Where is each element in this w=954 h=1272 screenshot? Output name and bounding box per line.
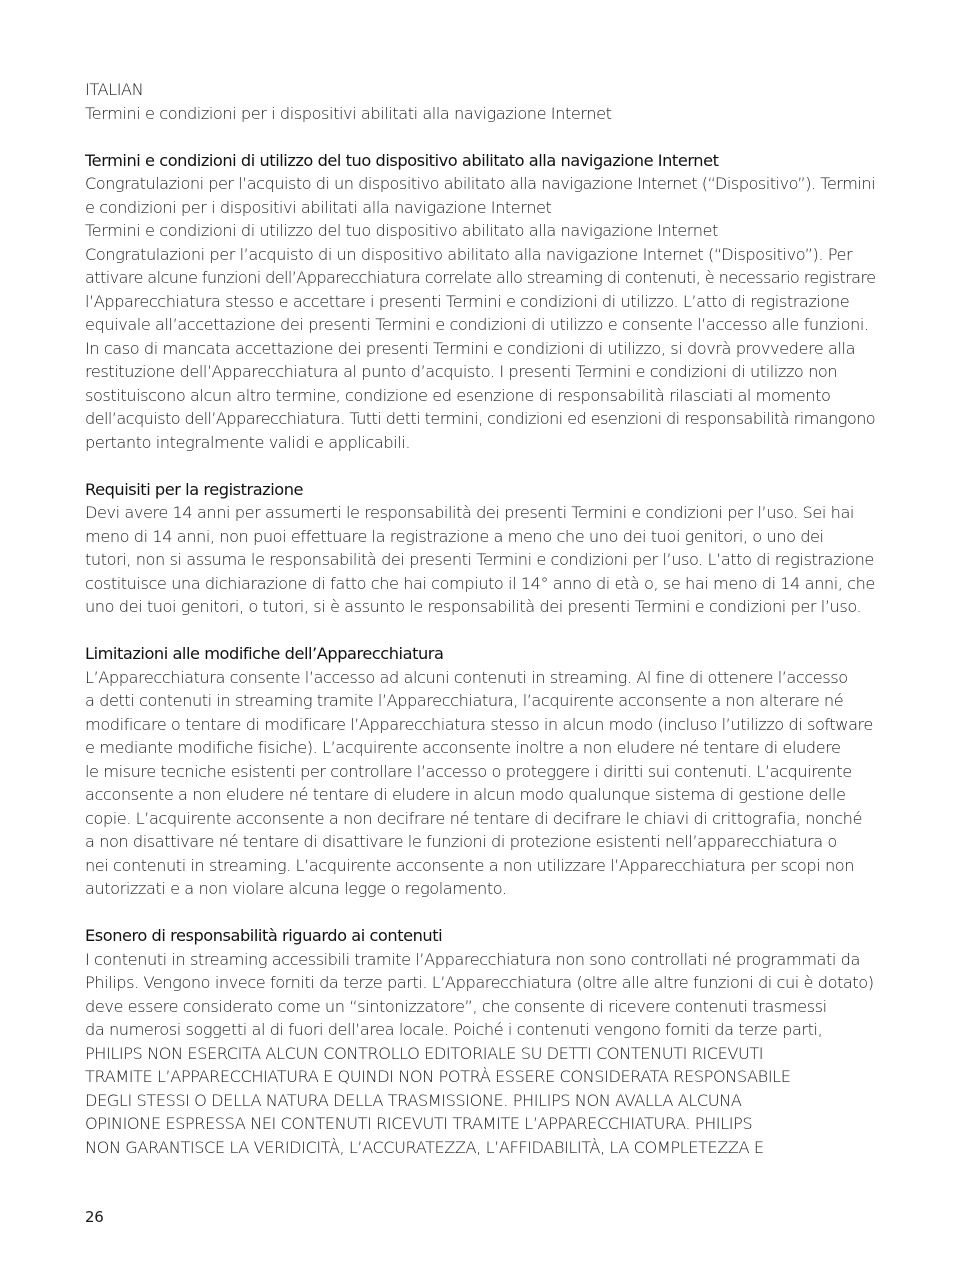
spacer	[85, 454, 875, 478]
paragraph-line: autorizzati e a non violare alcuna legge o regolamento.	[85, 879, 507, 898]
paragraph-line: attivare alcune funzioni dell’Apparecchiatura correlate allo streaming di contenuti, è necessario registrare	[85, 268, 876, 287]
paragraph-line: uno dei tuoi genitori, o tutori, si è assunto le responsabilità dei presenti Termini e condizioni per l’uso.	[85, 597, 862, 616]
paragraph-line: OPINIONE ESPRESSA NEI CONTENUTI RICEVUTI TRAMITE L’APPARECCHIATURA. PHILIPS	[85, 1114, 753, 1133]
paragraph-line: e condizioni per i dispositivi abilitati alla navigazione Internet	[85, 197, 552, 217]
paragraph-line: l’Apparecchiatura stesso e accettare i presenti Termini e condizioni di utilizzo. L’atto di registrazione	[85, 291, 850, 311]
paragraph-line: Congratulazioni per l’acquisto di un dispositivo abilitato alla navigazione Internet (“Dispositivo”). Termini	[85, 174, 876, 193]
section-terms	[85, 149, 875, 455]
paragraph-line: PHILIPS NON ESERCITA ALCUN CONTROLLO EDITORIALE SU DETTI CONTENUTI RICEVUTI	[85, 1043, 764, 1063]
paragraph-line: le misure tecniche esistenti per controllare l’accesso o proteggere i diritti sui contenuti. L’acquirente	[85, 761, 852, 781]
paragraph-line: tutori, non si assuma le responsabilità dei presenti Termini e condizioni per l’uso. L’atto di registrazione	[85, 550, 874, 569]
paragraph-line: I contenuti in streaming accessibili tramite l’Apparecchiatura non sono controllati né programmati da	[85, 949, 860, 969]
paragraph-line: NON GARANTISCE LA VERIDICITÀ, L’ACCURATEZZA, L’AFFIDABILITÀ, LA COMPLETEZZA E	[85, 1137, 764, 1157]
paragraph-line: a non disattivare né tentare di disattivare le funzioni di protezione esistenti nell’apparecchiatura o	[85, 832, 837, 851]
paragraph-line: TRAMITE L’APPARECCHIATURA E QUINDI NON POTRÀ ESSERE CONSIDERATA RESPONSABILE	[85, 1067, 791, 1086]
paragraph-line: nei contenuti in streaming. L’acquirente acconsente a non utilizzare l’Apparecchiatura per scopi non	[85, 855, 855, 875]
section-heading: Limitazioni alle modifiche dell’Apparecchiatura	[85, 644, 444, 663]
paragraph-line: acconsente a non eludere né tentare di eludere in alcun modo qualunque sistema di gestione delle	[85, 785, 846, 804]
paragraph-line: meno di 14 anni, non puoi effettuare la registrazione a meno che uno dei tuoi genitori, o uno dei	[85, 526, 824, 546]
paragraph-line: Devi avere 14 anni per assumerti le responsabilità dei presenti Termini e condizioni per l’uso. Sei hai	[85, 503, 854, 522]
paragraph-line: sostituiscono alcun altro termine, condizione ed esenzione di responsabilità rilasciati al momento	[85, 385, 831, 405]
paragraph-line: pertanto integralmente validi e applicabili.	[85, 432, 411, 452]
section-heading: Termini e condizioni di utilizzo del tuo dispositivo abilitato alla navigazione Internet	[85, 150, 719, 170]
section-registration-requirements	[85, 478, 875, 619]
paragraph-line: restituzione dell’Apparecchiatura al punto d’acquisto. I presenti Termini e condizioni di utilizzo non	[85, 362, 838, 381]
paragraph-line: deve essere considerato come un “sintonizzatore”, che consente di ricevere contenuti trasmessi	[85, 996, 827, 1016]
section-heading: Esonero di responsabilità riguardo ai contenuti	[85, 926, 443, 945]
paragraph-line: Philips. Vengono invece forniti da terze parti. L’Apparecchiatura (oltre alle altre funzioni di cui è dotato)	[85, 973, 874, 992]
paragraph-line: a detti contenuti in streaming tramite l’Apparecchiatura, l’acquirente acconsente a non alterare né	[85, 691, 844, 710]
language-label: ITALIAN	[85, 80, 144, 99]
paragraph-line: L’Apparecchiatura consente l’accesso ad alcuni contenuti in streaming. Al fine di ottenere l’accesso	[85, 667, 848, 687]
paragraph-line: dell’acquisto dell’Apparecchiatura. Tutti detti termini, condizioni ed esenzioni di responsabilità rimangono	[85, 409, 876, 428]
paragraph-line: Congratulazioni per l’acquisto di un dispositivo abilitato alla navigazione Internet (“Dispositivo”). Per	[85, 244, 853, 264]
paragraph-line: modificare o tentare di modificare l’Apparecchiatura stesso in alcun modo (incluso l’utilizzo di software	[85, 714, 873, 734]
paragraph-line: e mediante modifiche fisiche). L’acquirente acconsente inoltre a non eludere né tentare di eludere	[85, 738, 841, 757]
section-heading: Requisiti per la registrazione	[85, 479, 304, 499]
page-number: 26	[85, 1208, 104, 1226]
paragraph-line: copie. L’acquirente acconsente a non decifrare né tentare di decifrare le chiavi di crittografia, nonché	[85, 808, 862, 828]
paragraph-line: da numerosi soggetti al di fuori dell’area locale. Poiché i contenuti vengono forniti da terze parti,	[85, 1020, 823, 1039]
spacer	[85, 619, 875, 643]
paragraph-line: In caso di mancata accettazione dei presenti Termini e condizioni di utilizzo, si dovrà provvedere alla	[85, 338, 856, 358]
document-title: Termini e condizioni per i dispositivi abilitati alla navigazione Internet	[85, 103, 612, 123]
paragraph-line: equivale all’accettazione dei presenti Termini e condizioni di utilizzo e consente l’accesso alle funzioni.	[85, 315, 869, 334]
paragraph-line: costituisce una dichiarazione di fatto che hai compiuto il 14° anno di età o, se hai meno di 14 anni, che	[85, 573, 875, 593]
section-content-disclaimer	[85, 924, 875, 1159]
paragraph-line: DEGLI STESSI O DELLA NATURA DELLA TRASMISSIONE. PHILIPS NON AVALLA ALCUNA	[85, 1090, 742, 1110]
document-page	[85, 78, 875, 1159]
paragraph-line: Termini e condizioni di utilizzo del tuo dispositivo abilitato alla navigazione Internet	[85, 221, 718, 240]
section-modification-limits	[85, 642, 875, 901]
spacer	[85, 125, 875, 149]
spacer	[85, 901, 875, 925]
